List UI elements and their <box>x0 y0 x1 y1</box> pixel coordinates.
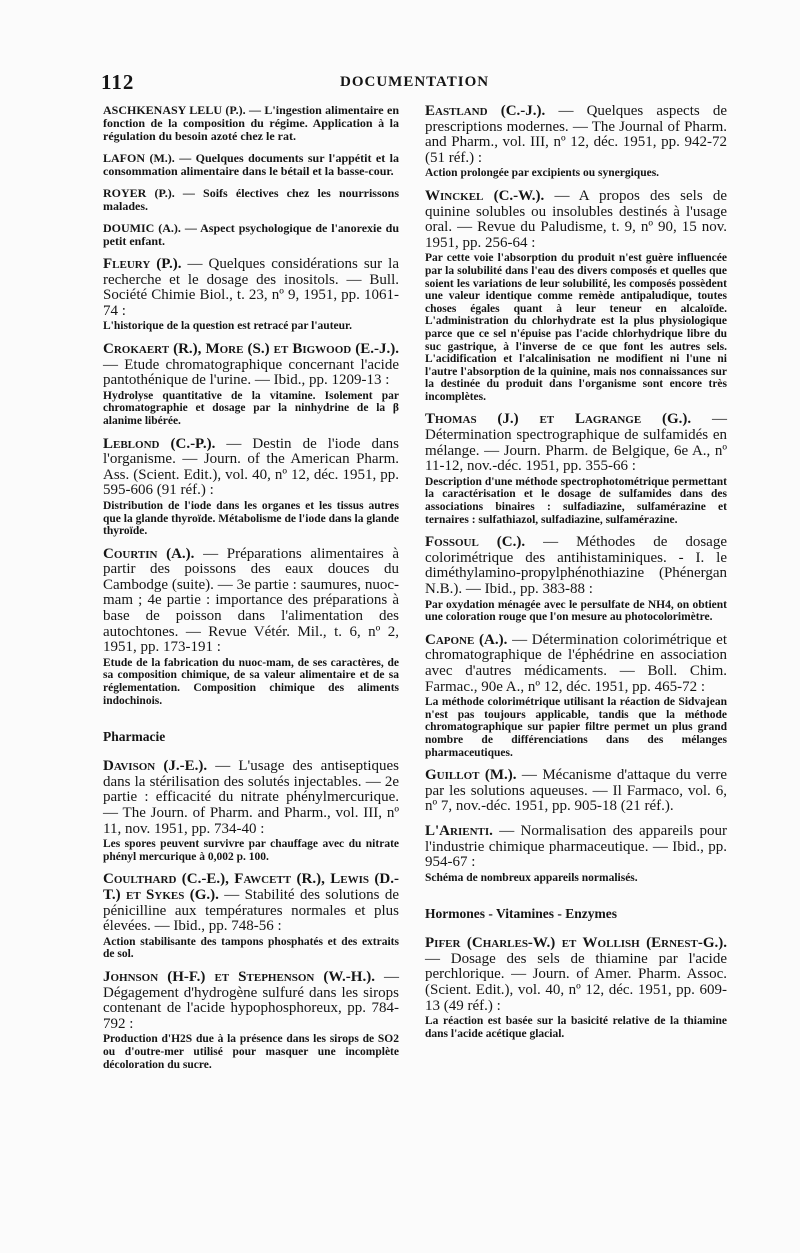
entry-title: — Dosage des sels de thiamine par l'acide perchlorique. — Journ. of Amer. Pharm. Assoc. (Scient. Edit.), vol. 40, nº 12, déc. 1951, pp. 609-13 (49 réf.) : <box>425 950 727 1014</box>
entry-reference <box>103 187 399 213</box>
entry-author: Fleury (P.). <box>103 256 182 272</box>
entry-author: LAFON (M.). <box>103 151 175 165</box>
entry-reference <box>103 872 399 934</box>
bibliography-entry <box>103 342 399 428</box>
bibliography-entry <box>103 970 399 1071</box>
entry-reference <box>425 936 727 1014</box>
entry-author: Thomas (J.) et Lagrange (G.). <box>425 411 692 428</box>
entry-title: — L'usage des antiseptiques dans la stérilisation des solutés injectables. — 2e partie : efficacité du nitrate phénylmercurique. — The Journ. of Pharm. and Pharm., vol. III, nº 11, nov. 1951, pp. 734-40 : <box>103 758 399 837</box>
entry-annotation: L'historique de la question est retracé par l'auteur. <box>103 320 352 333</box>
entry-annotation: La méthode colorimétrique utilisant la réaction de Sidvajean n'est pas toujours applicable, tandis que la méthode chromatographique sur papier filtre permet un plus grand nombre de différenciations dans des mélanges pharmaceutiques. <box>425 696 727 759</box>
bibliography-entry <box>425 936 727 1040</box>
entry-reference <box>425 104 727 166</box>
entry-author: Fossoul (C.). <box>425 534 526 551</box>
entry-annotation: Action prolongée par excipients ou synergiques. <box>425 167 660 180</box>
bibliography-entry <box>425 633 727 759</box>
entry-title: — Quelques aspects de prescriptions modernes. — The Journal of Pharm. and Pharm., vol. III, nº 12, déc. 1951, pp. 942-72 (51 réf.) : <box>425 103 727 166</box>
section-title-hormones: Hormones - Vitamines - Enzymes <box>425 906 617 922</box>
entry-annotation: Etude de la fabrication du nuoc-mam, de ses caractères, de sa composition chimique, de sa valeur alimentaire et de sa réglementation. Composition chimique des aliments indochinois. <box>103 656 399 707</box>
entry-reference <box>425 633 727 695</box>
entry-annotation: Production d'H2S due à la présence dans les sirops de SO2 ou d'outre-mer utilisé pour masquer une incomplète décoloration du sucre. <box>103 1033 399 1071</box>
entry-title: — Etude chromatographique concernant l'acide pantothénique de l'urine. — Ibid., pp. 1209-13 : <box>103 356 399 389</box>
entry-title: — Aspect psychologique de l'anorexie du petit enfant. <box>103 221 399 248</box>
section-title-pharmacie: Pharmacie <box>103 729 166 745</box>
bibliography-entry <box>103 759 399 863</box>
bibliography-entry <box>103 257 399 333</box>
bibliography-entry <box>103 547 399 708</box>
entry-author: ROYER (P.). <box>103 186 175 200</box>
entry-author: Capone (A.). <box>425 631 508 648</box>
entry-annotation: Schéma de nombreux appareils normalisés. <box>425 871 638 884</box>
entry-author: L'Arienti. <box>425 822 493 839</box>
left-entries-top <box>103 104 399 707</box>
entry-annotation: Hydrolyse quantitative de la vitamine. Isolement par chromatographie et dosage par la ninhydrine de la β alanime libérée. <box>103 389 399 427</box>
entry-title: — L'ingestion alimentaire en fonction de la composition du régime. Application à la régulation du besoin azoté chez le rat. <box>103 103 399 143</box>
bibliography-entry <box>425 189 727 404</box>
entry-reference <box>103 759 399 837</box>
entry-title: — Quelques documents sur l'appétit et la consommation alimentaire dans le bétail et la basse-cour. <box>103 151 399 178</box>
entry-reference <box>425 535 727 597</box>
bibliography-entry <box>103 187 399 213</box>
entry-author: Johnson (H-F.) et Stephenson (W.-H.). <box>103 968 375 985</box>
entry-reference <box>425 768 727 815</box>
entry-title: — Stabilité des solutions de pénicilline aux températures normales et plus élevées. — Ibid., pp. 748-56 : <box>103 886 400 935</box>
entry-author: Leblond (C.-P.). <box>103 435 216 452</box>
bibliography-entry <box>103 222 399 248</box>
entry-title: — Soifs électives chez les nourrissons malades. <box>103 186 399 213</box>
entry-reference <box>425 824 727 871</box>
entry-author: Crokaert (R.), More (S.) et Bigwood (E.-J.). <box>103 340 399 357</box>
entry-reference <box>103 970 399 1032</box>
entry-author: Courtin (A.). <box>103 545 195 562</box>
page-number: 112 <box>101 70 135 94</box>
entry-author: ASCHKENASY LELU (P.). <box>103 103 246 117</box>
entry-title: — Normalisation des appareils pour l'industrie chimique pharmaceutique. — Ibid., pp. 954-67 : <box>425 822 727 871</box>
entry-reference <box>103 104 399 143</box>
right-column <box>425 104 727 1049</box>
right-entries-top <box>425 104 727 884</box>
entry-author: Davison (J.-E.). <box>103 758 208 775</box>
entry-reference <box>103 152 399 178</box>
right-entries-bottom <box>425 936 727 1040</box>
bibliography-entry <box>425 104 727 180</box>
entry-title: — Dégagement d'hydrogène sulfuré dans les sirops contenant de l'acide hypophosphoreux, pp. 784-792 : <box>103 968 399 1032</box>
entry-reference <box>103 342 399 389</box>
bibliography-entry <box>425 768 727 815</box>
entry-annotation: Action stabilisante des tampons phosphatés et des extraits de sol. <box>103 935 399 961</box>
entry-title: — Quelques considérations sur la recherche et le dosage des inositols. — Bull. Société Chimie Biol., t. 23, nº 9, 1951, pp. 1061-74 : <box>103 256 399 319</box>
entry-reference <box>103 547 399 656</box>
entry-annotation: Distribution de l'iode dans les organes et les tissus autres que la glande thyroïde. Métabolisme de l'iode dans la glande thyroïde. <box>103 499 399 538</box>
entry-reference <box>103 222 399 248</box>
entry-annotation: Les spores peuvent survivre par chauffage avec du nitrate phényl mercurique à 0,002 p. 100. <box>103 838 399 863</box>
entry-title: — Mécanisme d'attaque du verre par les solutions aqueuses. — Il Farmaco, vol. 6, nº 7, nov.-déc. 1951, pp. 905-18 (21 réf.). <box>425 767 727 815</box>
bibliography-entry <box>103 104 399 143</box>
entry-reference <box>425 412 727 474</box>
entry-title: — Destin de l'iode dans l'organisme. — Journ. of the American Pharm. Ass. (Scient. Edit.), vol. 40, nº 12, déc. 1951, pp. 595-606 (91 réf.) : <box>103 435 399 499</box>
entry-author: Winckel (C.-W.). <box>425 187 545 204</box>
entry-reference <box>103 437 399 499</box>
bibliography-entry <box>103 437 399 538</box>
bibliography-entry <box>103 152 399 178</box>
left-column <box>103 104 399 1080</box>
entry-title: — Préparations alimentaires à partir des poissons des eaux douces du Cambodge (suite). — 3e partie : saumures, nuoc-mam ; 4e partie : importance des préparations à base de poisson dans l'alimentation des autochtones. — Revue Vétér. Mil., t. 6, nº 2, 1951, pp. 173-191 : <box>103 545 399 656</box>
running-title: DOCUMENTATION <box>340 74 490 90</box>
entry-reference <box>103 257 399 319</box>
entry-title: — Détermination colorimétrique et chromatographique de l'éphédrine en association avec d'autres médicaments. — Boll. Chim. Farmac., 90e A., nº 12, déc. 1951, pp. 465-72 : <box>425 631 728 695</box>
entry-reference <box>425 189 727 251</box>
entry-title: — Méthodes de dosage colorimétrique des antihistaminiques. - I. le diméthylamino-propylphénothiazine (Phénergan N.B.). — Ibid., pp. 383-88 : <box>425 534 728 597</box>
entry-author: Guillot (M.). <box>425 767 517 784</box>
entry-annotation: Par cette voie l'absorption du produit n'est guère influencée par la solubilité dans l'eau des divers composés et quelles que soient les variations de leur solubilité, les composés possèdent une valeur identique comme remède antipaludique, toutes choses égales quant à leur teneur en alcaloïde. L'administration du chlorhydrate est la plus physiologique parce que ce sel n'épuise pas l'acide chlorhydrique libre du suc gastrique, à l'inverse de ce que font les autres sels. L'acidification et l'alcalinisation ne modifient ni l'une ni l'autre l'absorption de la quinine, mais nos connaissances sur la destinée du produit dans l'organisme sont encore très incomplètes. <box>425 252 727 403</box>
entry-annotation: La réaction est basée sur la basicité relative de la thiamine dans l'acide acétique glacial. <box>425 1015 727 1040</box>
bibliography-entry <box>425 412 727 526</box>
bibliography-entry <box>425 824 727 884</box>
entry-author: Coulthard (C.-E.), Fawcett (R.), Lewis (D.-T.) et Sykes (G.). <box>103 871 399 903</box>
entry-annotation: Par oxydation ménagée avec le persulfate de NH4, on obtient une coloration rouge que l'on mesure au photocolorimètre. <box>425 598 727 624</box>
entry-author: Eastland (C.-J.). <box>425 103 546 119</box>
bibliography-entry <box>425 535 727 624</box>
entry-title: — A propos des sels de quinine solubles ou insolubles destinés à l'usage oral. — Revue du Paludisme, t. 9, nº 90, 15 nov. 1951, pp. 256-64 : <box>425 187 728 251</box>
entry-author: DOUMIC (A.). <box>103 221 181 235</box>
left-entries-bottom <box>103 759 399 1071</box>
entry-author: Pifer (Charles-W.) et Wollish (Ernest-G.). <box>425 935 727 952</box>
entry-annotation: Description d'une méthode spectrophotométrique permettant la caractérisation et le dosage de sulfamides dans des associations binaires : sulfadiazine, sulfamérazine et ternaires : sulfathiazol, sulfadiazine, sulfamérazine. <box>425 475 727 526</box>
bibliography-entry <box>103 872 399 961</box>
entry-title: — Détermination spectrographique de sulfamidés en mélange. — Journ. Pharm. de Belgique, 6e A., nº 11-12, nov.-déc. 1951, pp. 355-66 : <box>425 411 727 475</box>
